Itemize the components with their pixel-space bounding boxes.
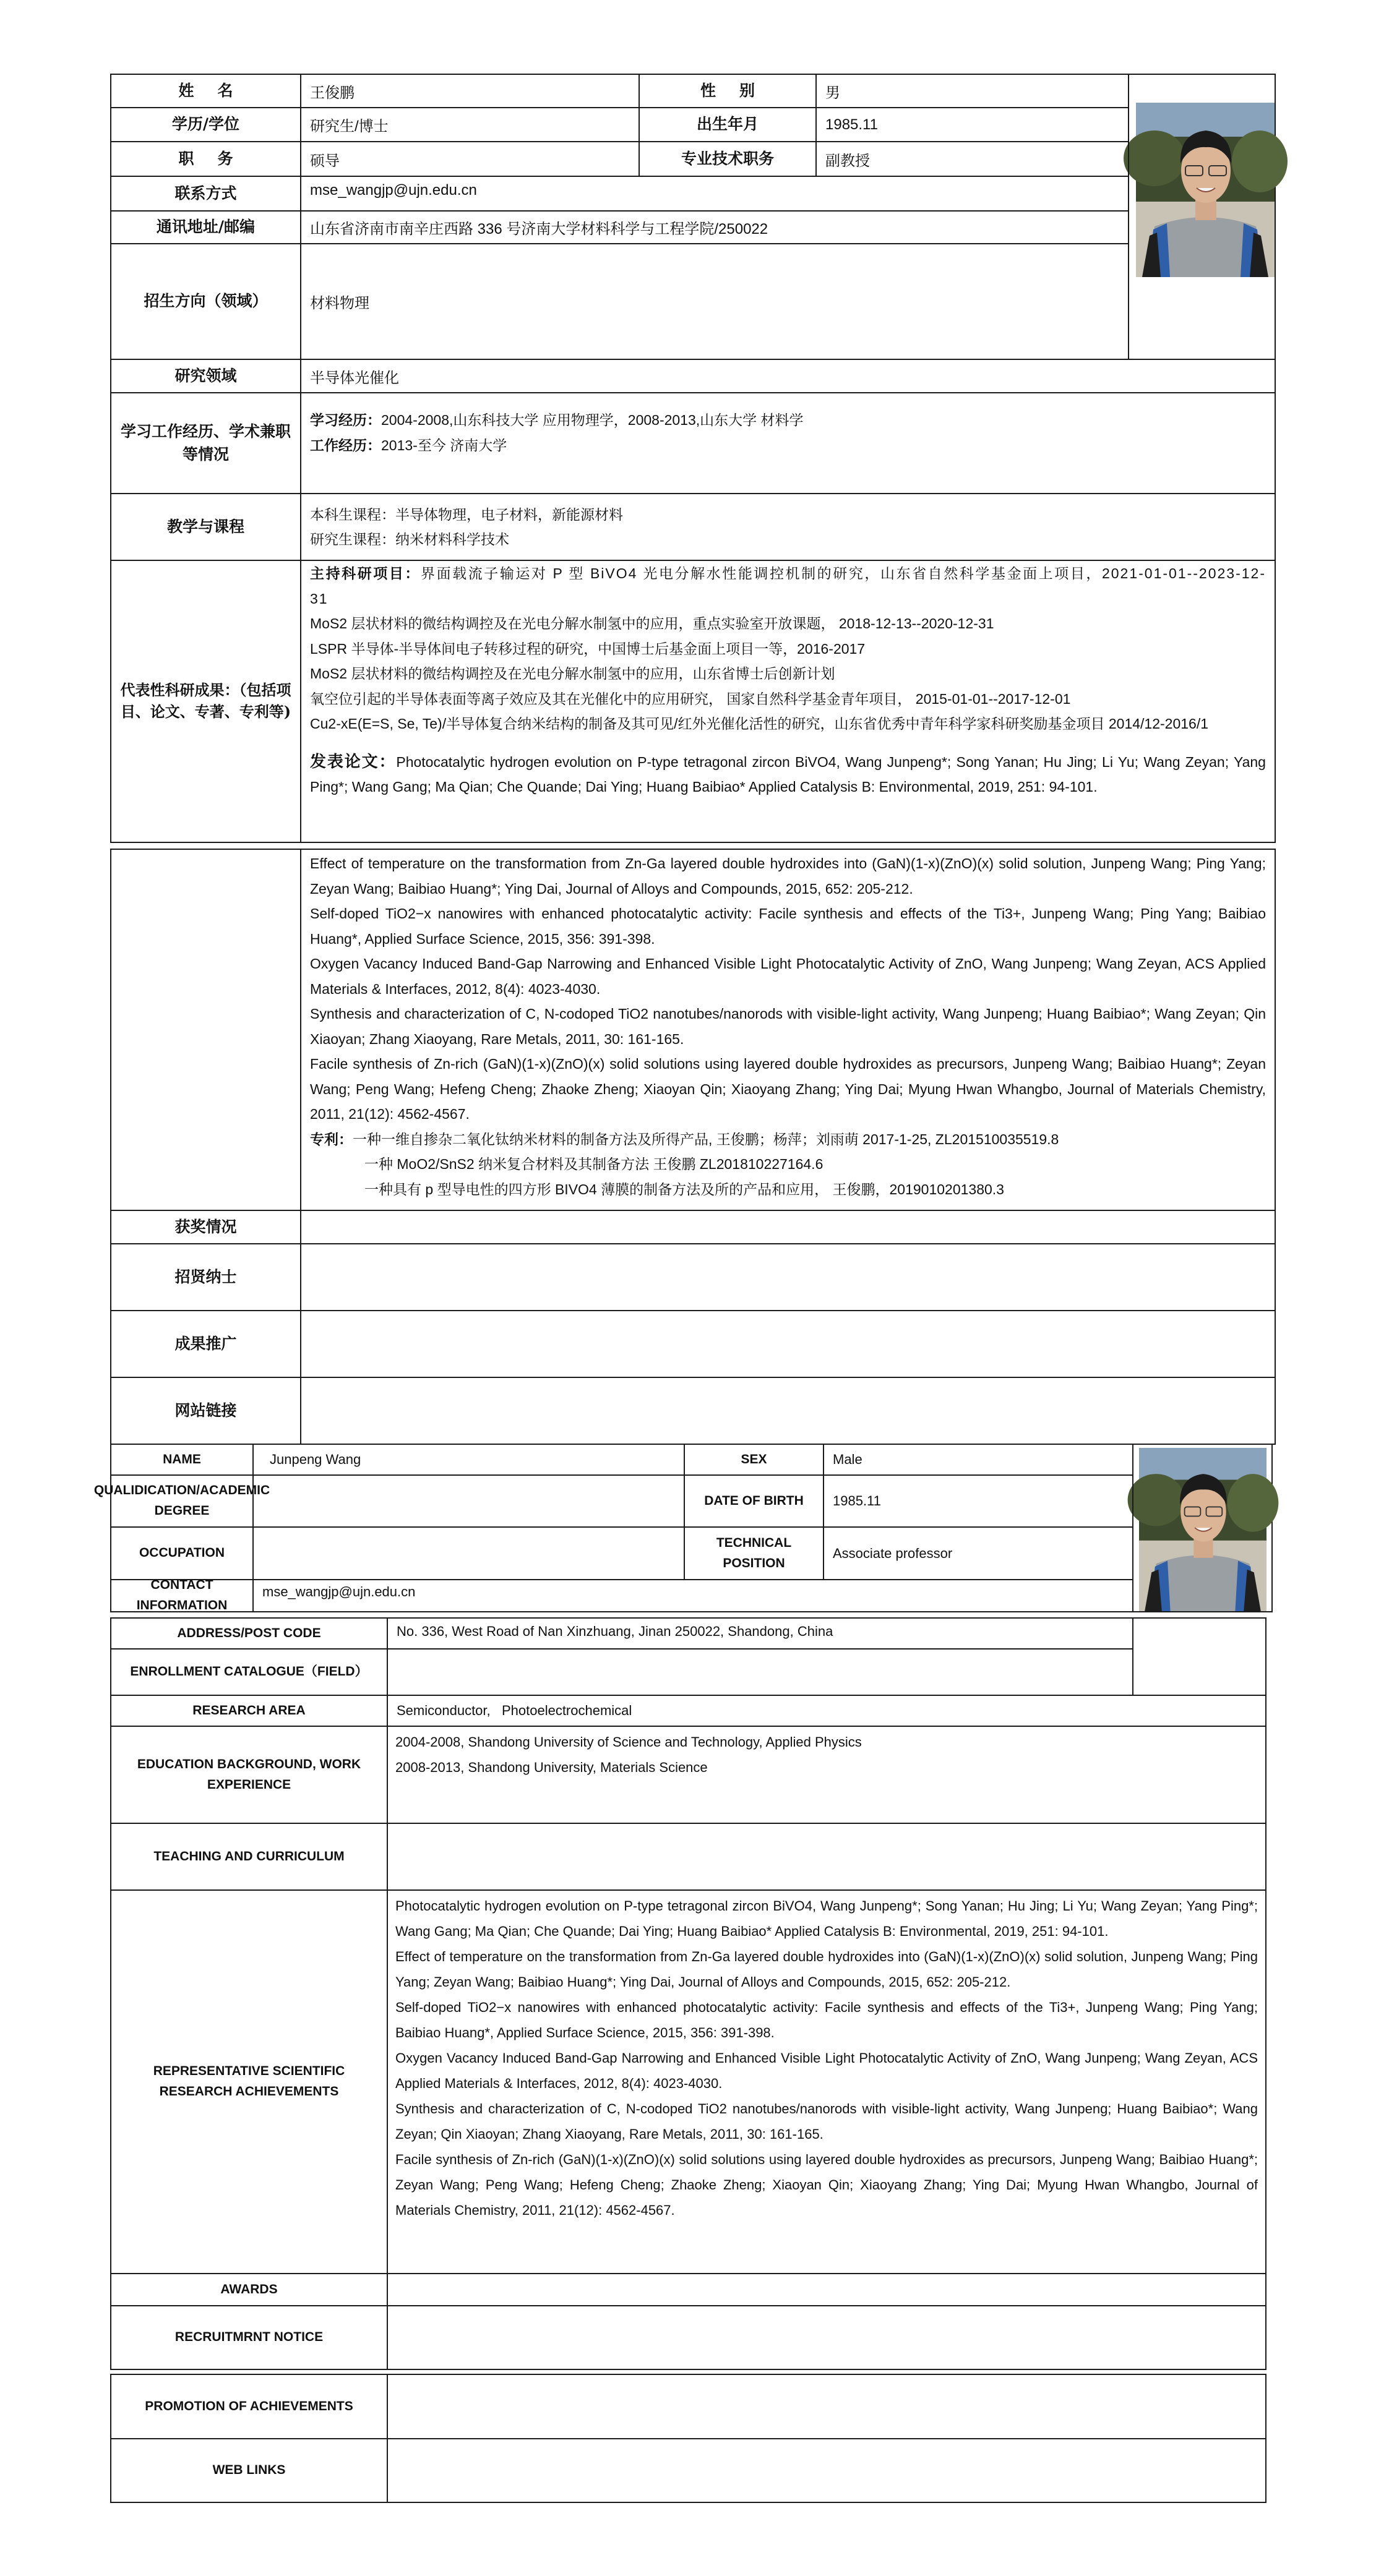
cn-awards-value [300,1210,1276,1244]
cn-teaching-undergrad: 本科生课程：半导体物理，电子材料，新能源材料 [310,506,623,523]
cn-teaching-label [110,493,301,561]
en-enroll-label-text: ENROLLMENT CATALOGUE（FIELD） [130,1664,368,1679]
cn-sex-value [815,74,1129,108]
cn-research-text: 半导体光催化 [310,369,399,387]
cn-paper-text: Photocatalytic hydrogen evolution on P-type tetragonal zircon BiVO4, Wang Junpeng*; Song Yanan; Hu Jing; Li Yu; Wang Zeyan; Yang Ping*; Wang Gang; Ma Qian; Che Quande; Dai Ying; Huang Baibiao* Applied Catalysis B: Environmental, 2019, 251: 94-101. [310,753,1266,795]
cn-address-value [300,210,1129,244]
cn-study-head: 学习经历： [310,412,381,428]
cn-achievements-label [110,560,301,843]
en-achievements-label-text: REPRESENTATIVE SCIENTIFIC RESEARCH ACHIEVEMENTS [153,2064,345,2099]
en-paper-item: Facile synthesis of Zn-rich (GaN)(1-x)(ZnO)(x) solid solutions using layered double hydroxides as precursors, Junpeng Wang; Baibiao Huang*; Zeyan Wang; Peng Wang; Hefeng Cheng; Zhaoke Zheng; Xiaoyan Qin; Xiaoyang Zhang; Ying Dai; Myung Hwan Whangbo, Journal of Materials Chemistry, 2011, 21(12): 4562-4567. [395,2152,1258,2218]
en-sex-label [684,1444,824,1476]
cn-experience-line [310,408,804,433]
en-occupation-label-text: OCCUPATION [139,1546,225,1560]
en-research-value [387,1695,1266,1727]
cn-research-value [300,359,1276,393]
en-recruit-label-text: RECRUITMRNT NOTICE [174,2330,324,2345]
cn-email-link[interactable]: mse_wangjp@ujn.edu.cn [310,182,477,199]
cn-teaching-grad: 研究生课程：纳米材料科学技术 [310,531,509,547]
cn-patents-head: 专利： [310,1131,353,1147]
cn-achievements-label-text: 代表性科研成果：（包括项目、论文、专著、专利等) [120,681,291,721]
en-tech-label-text: TECHNICAL POSITION [716,1535,792,1570]
cn-address-label-text: 通讯地址/邮编 [156,218,256,236]
en-occupation-label [110,1526,254,1580]
cn-title-text: 副教授 [825,152,870,169]
cn-paper-item: Oxygen Vacancy Induced Band-Gap Narrowing and Enhanced Visible Light Photocatalytic Activity of ZnO, Wang Junpeng; Wang Zeyan, ACS Applied Materials & Interfaces, 2012, 8(4): 4023-4030. [310,956,1266,997]
en-tech-label [684,1526,824,1580]
cn-title-label-text: 专业技术职务 [681,149,774,168]
cn-contact-label-text: 联系方式 [174,184,237,202]
cn-duty-label-text: 职务 [178,149,257,168]
en-teaching-value [387,1823,1266,1891]
cn-project-item: Cu2-xE(E=S, Se, Te)/半导体复合纳米结构的制备及其可见/红外光催化活性的研究，山东省优秀中青年科学家科研奖励基金项目 2014/12-2016/1 [310,716,1209,732]
cn-birth-label-text: 出生年月 [696,115,759,134]
en-birth-label-text: DATE OF BIRTH [704,1493,804,1508]
en-paper-item: Effect of temperature on the transformation from Zn-Ga layered double hydroxides into (GaN)(1-x)(ZnO)(x) solid solution, Junpeng Wang; Ping Yang; Zeyan Wang; Baibiao Huang*; Ying Dai, Journal of Alloys and Compounds, 2015, 652: 205-212. [395,1949,1258,1990]
cn-achievements-label-cont [110,849,301,1211]
cn-duty-label [110,141,301,177]
cn-address-text: 山东省济南市南辛庄西路 336 号济南大学材料科学与工程学院/250022 [310,221,768,237]
cn-study-text: 2004-2008,山东科技大学 应用物理学，2008-2013,山东大学 材料学 [381,412,804,428]
cn-paper-item: Effect of temperature on the transformation from Zn-Ga layered double hydroxides into (GaN)(1-x)(ZnO)(x) solid solution, Junpeng Wang; Ping Yang; Zeyan Wang; Baibiao Huang*; Ying Dai, Journal of Alloys and Compounds, 2015, 652: 205-212. [310,855,1266,897]
en-awards-label-text: AWARDS [220,2282,278,2296]
en-contact-label [110,1579,254,1612]
en-promotion-label-text: PROMOTION OF ACHIEVEMENTS [145,2398,353,2413]
cn-recruit-value [300,1243,1276,1311]
en-address-value [387,1617,1133,1650]
portrait-photo-cn [1136,103,1275,277]
cn-paper-item: Self-doped TiO2−x nanowires with enhanced photocatalytic activity: Facile synthesis and effects of the Ti3+, Junpeng Wang; Ping Yang; Baibiao Huang*, Applied Surface Science, 2015, 356: 391-398. [310,905,1266,947]
cn-experience-line [310,433,507,458]
en-promotion-label [110,2374,388,2439]
en-birth-text: 1985.11 [833,1493,881,1508]
en-tech-text: Associate professor [833,1545,953,1561]
cn-patent-text: 一种一维自掺杂二氧化钛纳米材料的制备方法及所得产品, 王俊鹏；杨萍；刘雨萌 2017-1-25, ZL201510035519.8 [353,1131,1059,1147]
cn-project-text: 界面载流子输运对 P 型 BiVO4 光电分解水性能调控机制的研究，山东省自然科学基金面上项目，2021-01-01--2023-12-31 [310,565,1266,607]
cn-patent-item [310,1127,1059,1152]
en-birth-label [684,1474,824,1528]
en-links-value [387,2438,1266,2503]
en-education-label [110,1726,388,1824]
cn-project-item: MoS2 层状材料的微结构调控及在光电分解水制氢中的应用，重点实验室开放课题， 2018-12-13--2020-12-31 [310,615,994,631]
cn-name-value [300,74,640,108]
cn-project-item [310,561,1266,611]
en-birth-value [823,1474,1133,1528]
en-education-line: 2008-2013, Shandong University, Materials Science [395,1760,708,1775]
cn-enroll-value [300,243,1129,360]
cn-achievements-projects [300,560,1276,843]
en-promotion-value [387,2374,1266,2439]
en-qual-label-text: QUALIDICATION/ACADEMIC DEGREE [93,1483,270,1518]
en-enroll-label [110,1648,388,1696]
cn-links-label [110,1377,301,1445]
cn-projects-head: 主持科研项目： [310,565,421,581]
en-education-line: 2004-2008, Shandong University of Science and Technology, Applied Physics [395,1734,862,1750]
cn-sex-label [639,74,817,108]
en-recruit-label [110,2305,388,2370]
cn-teaching-label-text: 教学与课程 [166,517,244,536]
cn-enroll-text: 材料物理 [310,295,369,312]
en-contact-value [252,1579,1133,1612]
en-photo-spacer-cell [1132,1617,1266,1696]
en-links-label [110,2438,388,2503]
en-teaching-label-text: TEACHING AND CURRICULUM [153,1849,345,1864]
cn-links-value [300,1377,1276,1445]
cn-work-head: 工作经历： [310,437,381,453]
cn-patent-item: 一种具有 p 型导电性的四方形 BIVO4 薄膜的制备方法及所的产品和应用， 王俊鹏，2019010201380.3 [364,1181,1004,1197]
cn-contact-value [300,176,1129,212]
en-education-label-text: EDUCATION BACKGROUND, WORK EXPERIENCE [137,1757,361,1792]
en-name-label [110,1444,254,1476]
cn-recruit-label [110,1243,301,1311]
cn-enroll-label [110,243,301,360]
en-name-label-text: NAME [163,1452,201,1466]
en-qual-value [252,1474,685,1528]
cn-degree-text: 研究生/博士 [310,118,389,135]
cn-achievements-papers [300,849,1276,1211]
cn-awards-label [110,1210,301,1244]
cn-patent-item: 一种 MoO2/SnS2 纳米复合材料及其制备方法 王俊鹏 ZL201810227164.6 [364,1156,824,1172]
en-paper-item: Photocatalytic hydrogen evolution on P-type tetragonal zircon BiVO4, Wang Junpeng*; Song Yanan; Hu Jing; Li Yu; Wang Zeyan; Yang Ping*; Wang Gang; Ma Qian; Che Quande; Dai Ying; Huang Baibiao* Applied Catalysis B: Environmental, 2019, 251: 94-101. [395,1898,1258,1939]
en-links-label-text: WEB LINKS [212,2463,286,2478]
cn-paper-item [310,749,1266,800]
en-sex-value [823,1444,1133,1476]
cn-experience-value [300,392,1276,494]
portrait-photo-en-image [1139,1448,1266,1611]
cn-research-label [110,359,301,393]
en-achievements-value [387,1889,1266,2274]
en-achievements-label [110,1889,388,2274]
en-address-label [110,1617,388,1650]
en-occupation-value [252,1526,685,1580]
cn-duty-value [300,141,640,177]
cn-project-item: LSPR 半导体-半导体间电子转移过程的研究，中国博士后基金面上项目一等，2016-2017 [310,640,866,657]
cn-paper-item: Facile synthesis of Zn-rich (GaN)(1-x)(ZnO)(x) solid solutions using layered double hydroxides as precursors, Junpeng Wang; Baibiao Huang*; Zeyan Wang; Peng Wang; Hefeng Cheng; Zhaoke Zheng; Xiaoyan Qin; Xiaoyang Zhang; Ying Dai; Myung Hwan Whangbo, Journal of Materials Chemistry, 2011, 21(12): 4562-4567. [310,1056,1266,1122]
cn-duty-text: 硕导 [310,152,340,169]
en-address-label-text: ADDRESS/POST CODE [177,1625,321,1640]
cn-research-label-text: 研究领域 [174,366,237,385]
cn-recruit-label-text: 招贤纳士 [174,1267,237,1286]
cn-name-text: 王俊鹏 [310,84,355,101]
cn-degree-label [110,107,301,142]
en-teaching-label [110,1823,388,1891]
en-education-value [387,1726,1266,1824]
cn-contact-label [110,176,301,212]
en-research-text: Semiconductor, Photoelectrochemical [397,1703,632,1718]
cn-name-label-text: 姓名 [178,81,257,100]
cn-title-value [815,141,1129,177]
en-research-label [110,1695,388,1727]
cn-name-label [110,74,301,108]
cn-papers-head: 发表论文： [310,751,397,771]
cn-sex-text: 男 [825,84,840,101]
portrait-photo-en [1139,1448,1266,1611]
cn-title-label [639,141,817,177]
cn-birth-text: 1985.11 [825,116,878,133]
en-name-text: Junpeng Wang [270,1452,361,1467]
cn-birth-label [639,107,817,142]
en-awards-label [110,2273,388,2306]
en-address-text: No. 336, West Road of Nan Xinzhuang, Jinan 250022, Shandong, China [397,1624,833,1639]
en-email-link[interactable]: mse_wangjp@ujn.edu.cn [262,1584,416,1599]
en-contact-label-text: CONTACT INFORMATION [136,1578,228,1612]
cn-sex-label-text: 性别 [700,81,778,100]
en-enroll-value [387,1648,1133,1696]
cn-address-label [110,210,301,244]
cn-paper-item: Synthesis and characterization of C, N-codoped TiO2 nanotubes/nanorods with visible-light activity, Wang Junpeng; Huang Baibiao*; Wang Zeyan; Qin Xiaoyan; Zhang Xiaoyang, Rare Metals, 2011, 30: 161-165. [310,1006,1266,1047]
en-recruit-value [387,2305,1266,2370]
en-paper-item: Self-doped TiO2−x nanowires with enhanced photocatalytic activity: Facile synthesis and effects of the Ti3+, Junpeng Wang; Ping Yang; Baibiao Huang*, Applied Surface Science, 2015, 356: 391-398. [395,2000,1258,2040]
en-qual-label [93,1474,270,1528]
en-sex-text: Male [833,1452,862,1467]
cn-project-item: MoS2 层状材料的微结构调控及在光电分解水制氢中的应用，山东省博士后创新计划 [310,665,835,682]
cn-experience-label [110,392,301,494]
en-research-label-text: RESEARCH AREA [192,1703,306,1718]
cn-awards-label-text: 获奖情况 [174,1217,237,1236]
cn-degree-value [300,107,640,142]
cn-promotion-value [300,1310,1276,1378]
en-paper-item: Synthesis and characterization of C, N-codoped TiO2 nanotubes/nanorods with visible-light activity, Wang Junpeng; Huang Baibiao*; Wang Zeyan; Qin Xiaoyan; Zhang Xiaoyang, Rare Metals, 2011, 30: 161-165. [395,2101,1258,2142]
en-awards-value [387,2273,1266,2306]
cn-birth-value [815,107,1129,142]
cn-experience-label-text: 学习工作经历、学术兼职等情况 [120,422,291,463]
en-sex-label-text: SEX [741,1452,767,1466]
cn-project-item: 氧空位引起的半导体表面等离子效应及其在光催化中的应用研究， 国家自然科学基金青年项目， 2015-01-01--2017-12-01 [310,690,1071,707]
en-tech-value [823,1526,1133,1580]
cn-degree-label-text: 学历/学位 [171,115,240,134]
cn-enroll-label-text: 招生方向（领域） [144,292,268,310]
cn-work-text: 2013-至今 济南大学 [381,437,507,453]
portrait-photo-cn-image [1136,103,1275,277]
en-name-value [252,1444,685,1476]
en-paper-item: Oxygen Vacancy Induced Band-Gap Narrowing and Enhanced Visible Light Photocatalytic Activity of ZnO, Wang Junpeng; Wang Zeyan, ACS Applied Materials & Interfaces, 2012, 8(4): 4023-4030. [395,2050,1258,2091]
cn-promotion-label [110,1310,301,1378]
cn-promotion-label-text: 成果推广 [174,1334,237,1353]
cn-links-label-text: 网站链接 [174,1401,237,1419]
cn-teaching-value [300,493,1276,561]
